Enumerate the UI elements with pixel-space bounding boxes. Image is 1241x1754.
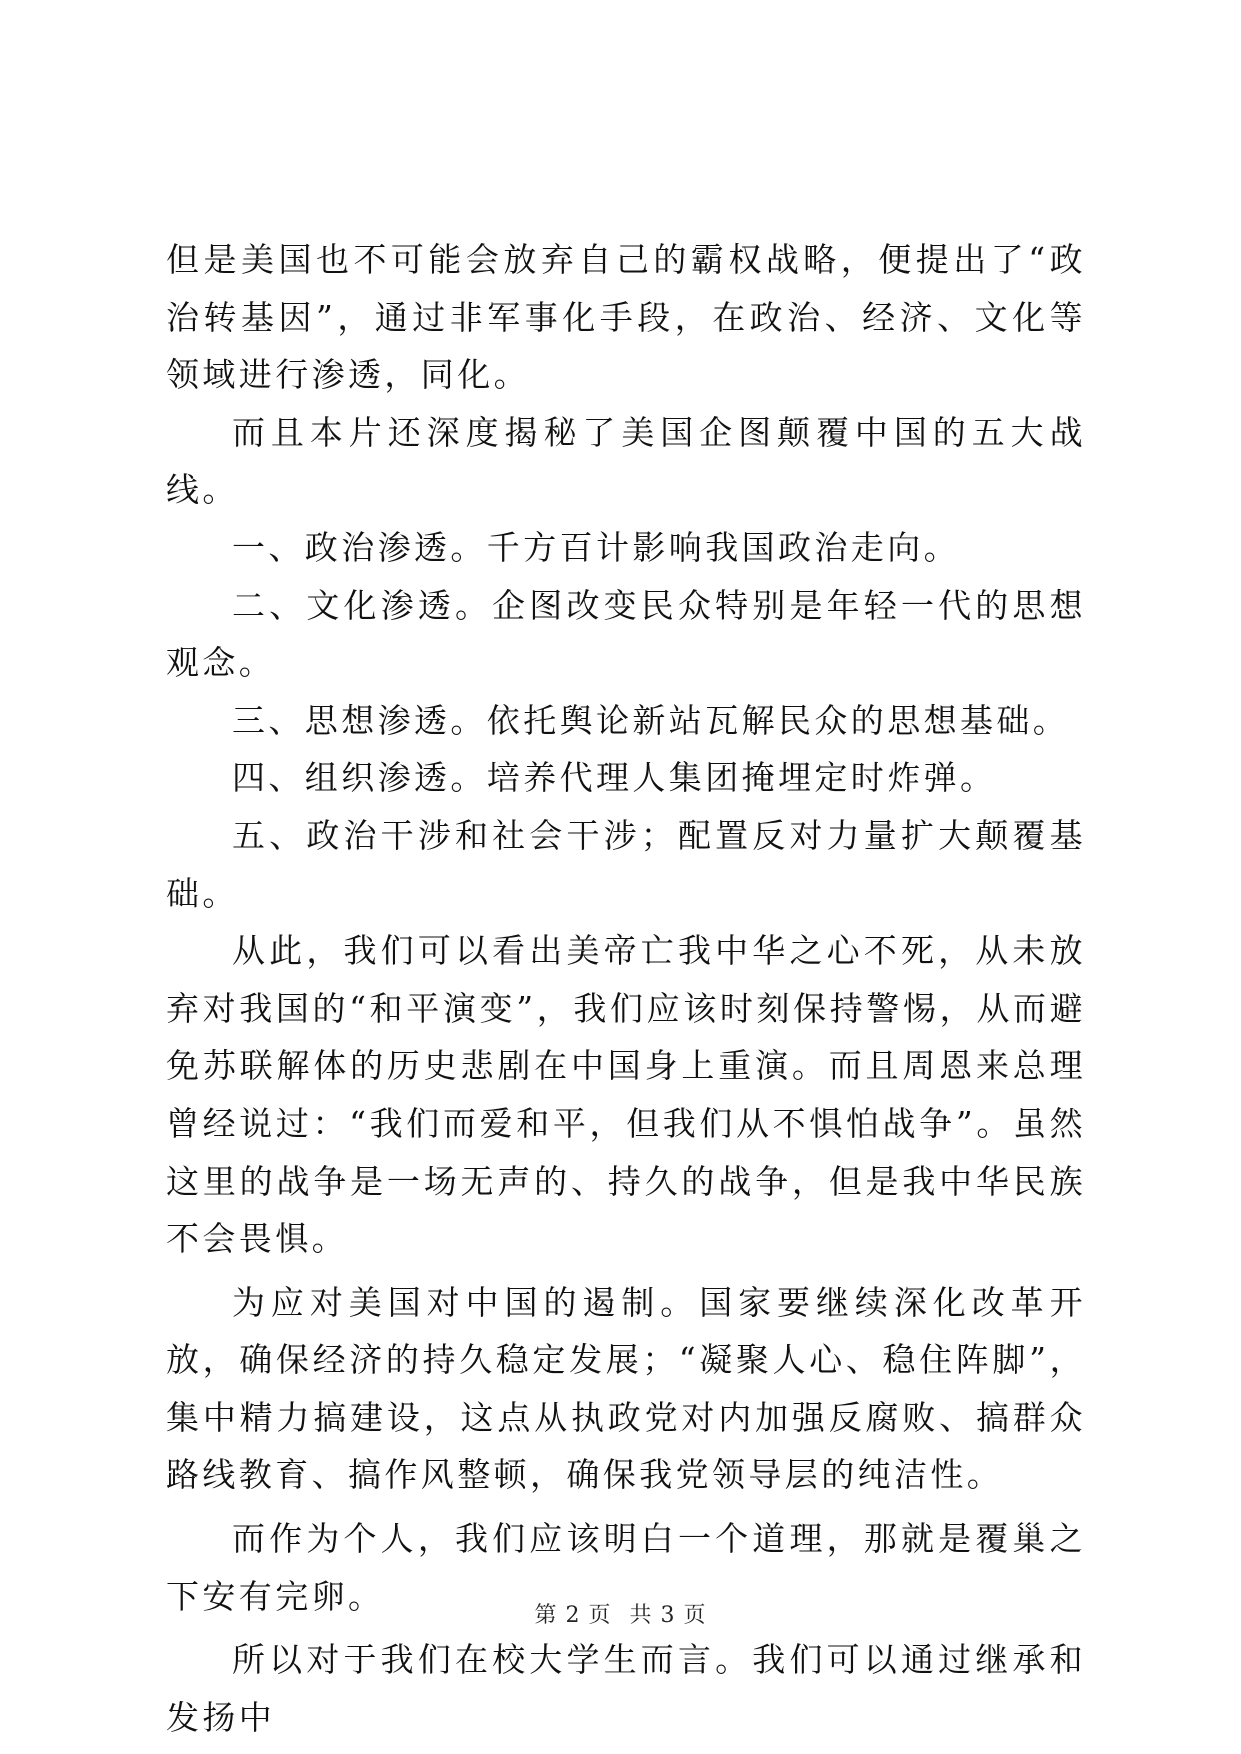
list-item: 三、思想渗透。依托舆论新站瓦解民众的思想基础。 [232, 700, 1070, 740]
list-item: 五、政治干涉和社会干涉；配置反对力量扩大颠覆基础。 [166, 815, 1086, 913]
paragraph: 为应对美国对中国的遏制。国家要继续深化改革开放，确保经济的持久稳定发展；“凝聚人心、稳住阵脚”，集中精力搞建设，这点从执政党对内加强反腐败、搞群众路线教育、搞作风整顿，确保我党领导层的纯洁性。 [166, 1282, 1086, 1495]
document-body [166, 231, 1086, 1746]
list-item: 一、政治渗透。千方百计影响我国政治走向。 [232, 527, 960, 567]
paragraph: 所以对于我们在校大学生而言。我们可以通过继承和发扬中 [166, 1640, 1086, 1737]
paragraph: 但是美国也不可能会放弃自己的霸权战略，便提出了“政治转基因”，通过非军事化手段，在政治、经济、文化等领域进行渗透，同化。 [166, 240, 1086, 395]
page-footer [0, 1598, 1241, 1629]
list-item: 四、组织渗透。培养代理人集团掩埋定时炸弹。 [232, 758, 997, 798]
paragraph: 而作为个人，我们应该明白一个道理，那就是覆巢之下安有完卵。 [166, 1519, 1086, 1616]
list-item: 二、文化渗透。企图改变民众特别是年轻一代的思想观念。 [166, 585, 1086, 683]
page-total: 共 3 页 [629, 1603, 707, 1628]
paragraph: 从此，我们可以看出美帝亡我中华之心不死，从未放弃对我国的“和平演变”，我们应该时刻保持警惕，从而避免苏联解体的历史悲剧在中国身上重演。而且周恩来总理曾经说过：“我们而爱和平，但我们从不惧怕战争”。虽然这里的战争是一场无声的、持久的战争，但是我中华民族不会畏惧。 [166, 931, 1086, 1259]
paragraph: 而且本片还深度揭秘了美国企图颠覆中国的五大战线。 [166, 412, 1086, 510]
page-number: 第 2 页 [534, 1603, 612, 1628]
